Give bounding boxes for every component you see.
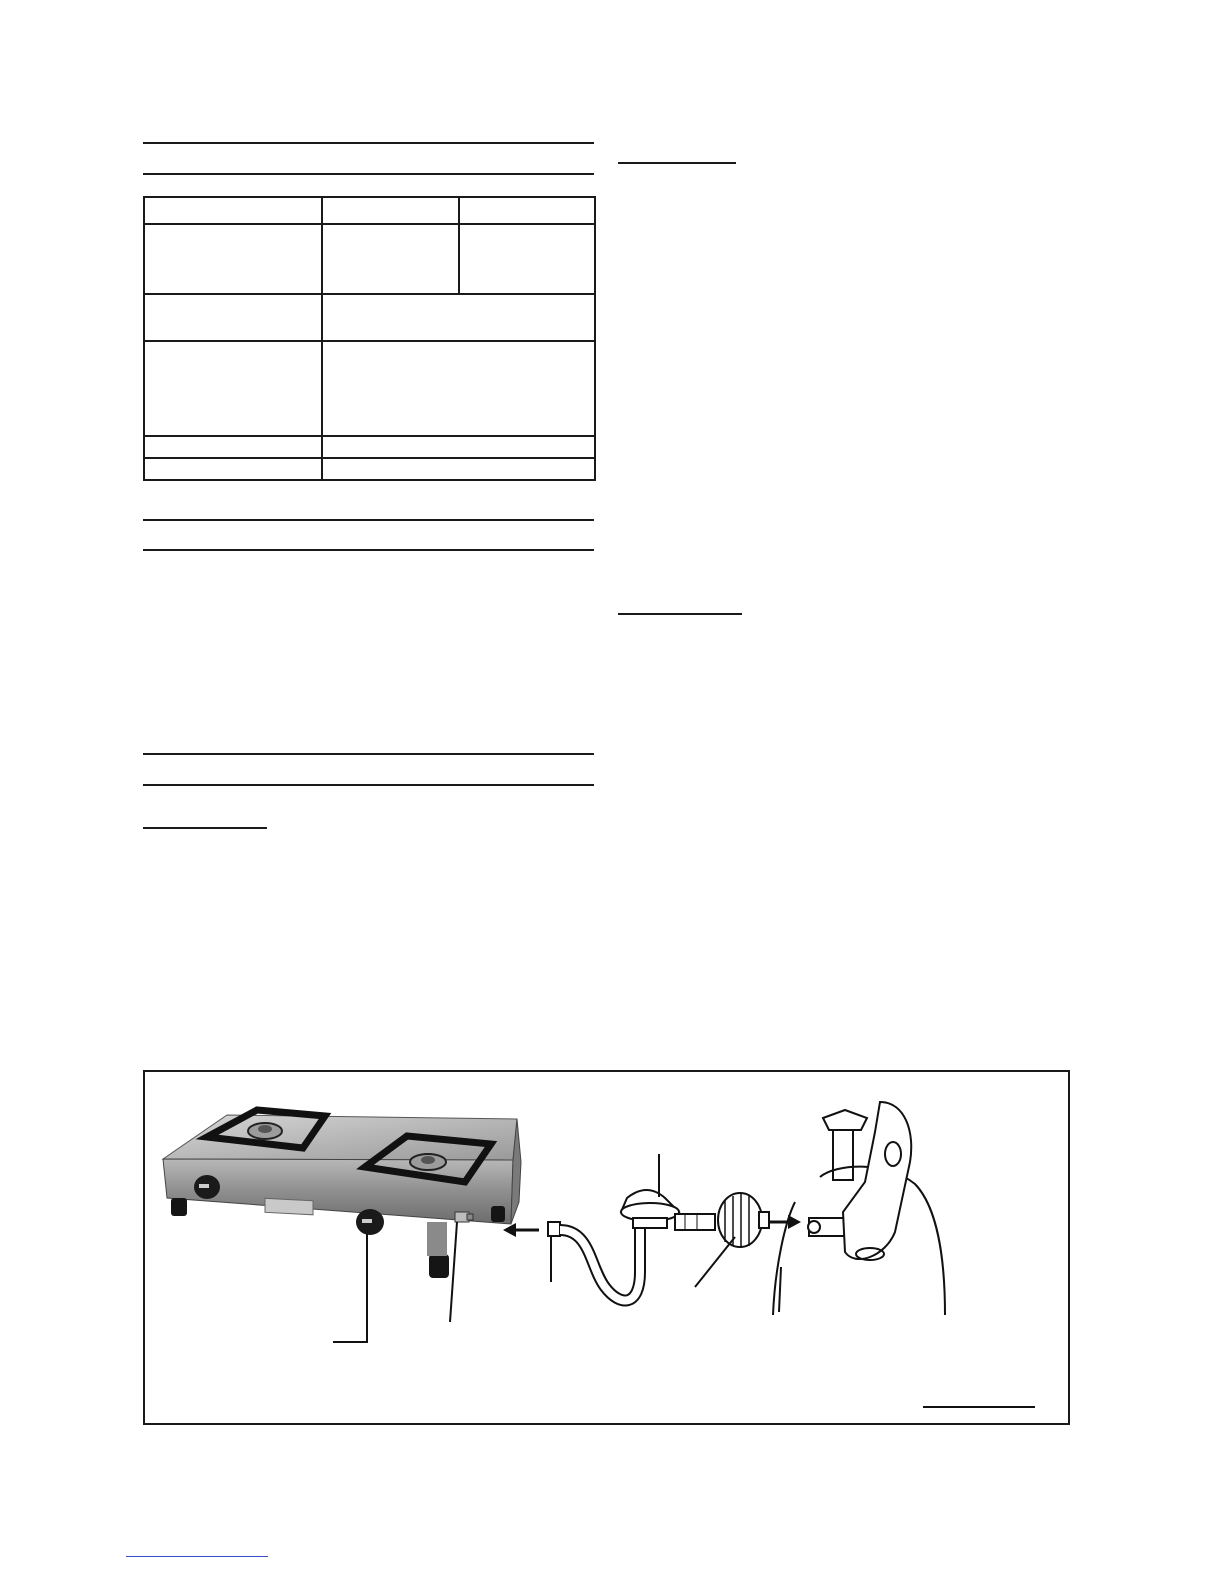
gas-inlet-nozzle [455,1212,473,1222]
table-cell [322,197,459,224]
section-3-top-rule [143,753,594,755]
callout-line-lock-knob [695,1237,735,1287]
control-knob [356,1209,384,1235]
table-cell [322,436,595,458]
callout-line-nozzle [450,1222,457,1322]
subheading-underline [143,827,267,829]
two-burner-gas-stove [163,1110,521,1278]
rubber-hose [548,1220,640,1301]
installation-figure [143,1070,1070,1425]
table-cell [144,224,322,294]
subheading-underline [618,613,742,615]
arrow-left-icon [503,1223,539,1237]
table-row [144,197,595,224]
installation-diagram [145,1072,1068,1423]
table-row [144,294,595,341]
callout-line-knob [333,1234,367,1342]
table-cell [459,197,595,224]
table-row [144,224,595,294]
subheading-underline [618,162,736,164]
table-cell [144,294,322,341]
pressure-regulator [621,1190,715,1230]
table-cell [144,436,322,458]
table-cell [322,458,595,480]
section-1-bottom-rule [143,173,594,175]
footer-link-underline[interactable] [126,1556,268,1557]
hose-nut [548,1222,560,1236]
table-cell [459,224,595,294]
section-2-top-rule [143,519,594,521]
table-cell [322,341,595,436]
table-row [144,458,595,480]
regulator-lock-knob [718,1193,769,1248]
section-1-top-rule [143,142,594,144]
section-3-bottom-rule [143,784,594,786]
table-cell [322,224,459,294]
table-cell [144,458,322,480]
table-cell [322,294,595,341]
table-cell [144,341,322,436]
lpg-cylinder [773,1102,945,1315]
control-knob [194,1175,220,1199]
specification-table [143,196,596,481]
section-2-bottom-rule [143,549,594,551]
table-row [144,341,595,436]
table-cell [144,197,322,224]
table-row [144,436,595,458]
callout-line-cylinder [779,1267,781,1312]
